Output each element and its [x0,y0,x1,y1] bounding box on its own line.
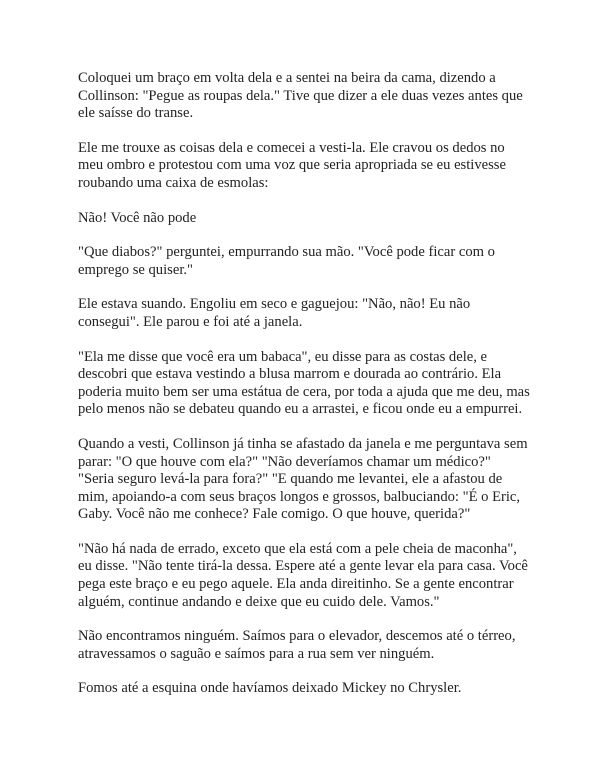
paragraph-4: "Que diabos?" perguntei, empurrando sua mão. "Você pode ficar com o emprego se quiser." [78,244,495,278]
paragraph-10: Fomos até a esquina onde havíamos deixado Mickey no Chrysler. [78,680,462,697]
document-page [78,70,530,715]
paragraph-2: Ele me trouxe as coisas dela e comecei a vesti-la. Ele cravou os dedos no meu ombro e protestou com uma voz que seria apropriada se eu estivesse roubando uma caixa de esmolas: [78,139,506,191]
paragraph-8: "Não há nada de errado, exceto que ela está com a pele cheia de maconha", eu disse. "Não tente tirá-la dessa. Espere até a gente levar ela para casa. Você pega este braço e eu pego aquele. Ela anda direitinho. Se a gente encontrar alguém, continue andando e deixe que eu cuido dele. Vamos." [78,540,528,610]
paragraph-6: "Ela me disse que você era um babaca", eu disse para as costas dele, e descobri que estava vestindo a blusa marrom e dourada ao contrário. Ela poderia muito bem ser uma estátua de cera, por toda a ajuda que me deu, mas pelo menos não se debateu quando eu a arrastei, e ficou onde eu a empurrei. [78,348,530,418]
paragraph-3: Não! Você não pode [78,209,197,226]
paragraph-7: Quando a vesti, Collinson já tinha se afastado da janela e me perguntava sem parar: "O que houve com ela?" "Não deveríamos chamar um médico?" "Seria seguro levá-la para fora?" "E quando me levantei, ele a afastou de mim, apoiando-a com seus braços longos e grossos, balbuciando: "É o Eric, Gaby. Você não me conhece? Fale comigo. O que houve, querida?" [78,435,528,523]
paragraph-5: Ele estava suando. Engoliu em seco e gaguejou: "Não, não! Eu não consegui". Ele parou e foi até a janela. [78,296,471,330]
paragraph-9: Não encontramos ninguém. Saímos para o elevador, descemos até o térreo, atravessamos o saguão e saímos para a rua sem ver ninguém. [78,628,516,662]
paragraph-1: Coloquei um braço em volta dela e a sentei na beira da cama, dizendo a Collinson: "Pegue as roupas dela." Tive que dizer a ele duas vezes antes que ele saísse do transe. [78,70,523,122]
